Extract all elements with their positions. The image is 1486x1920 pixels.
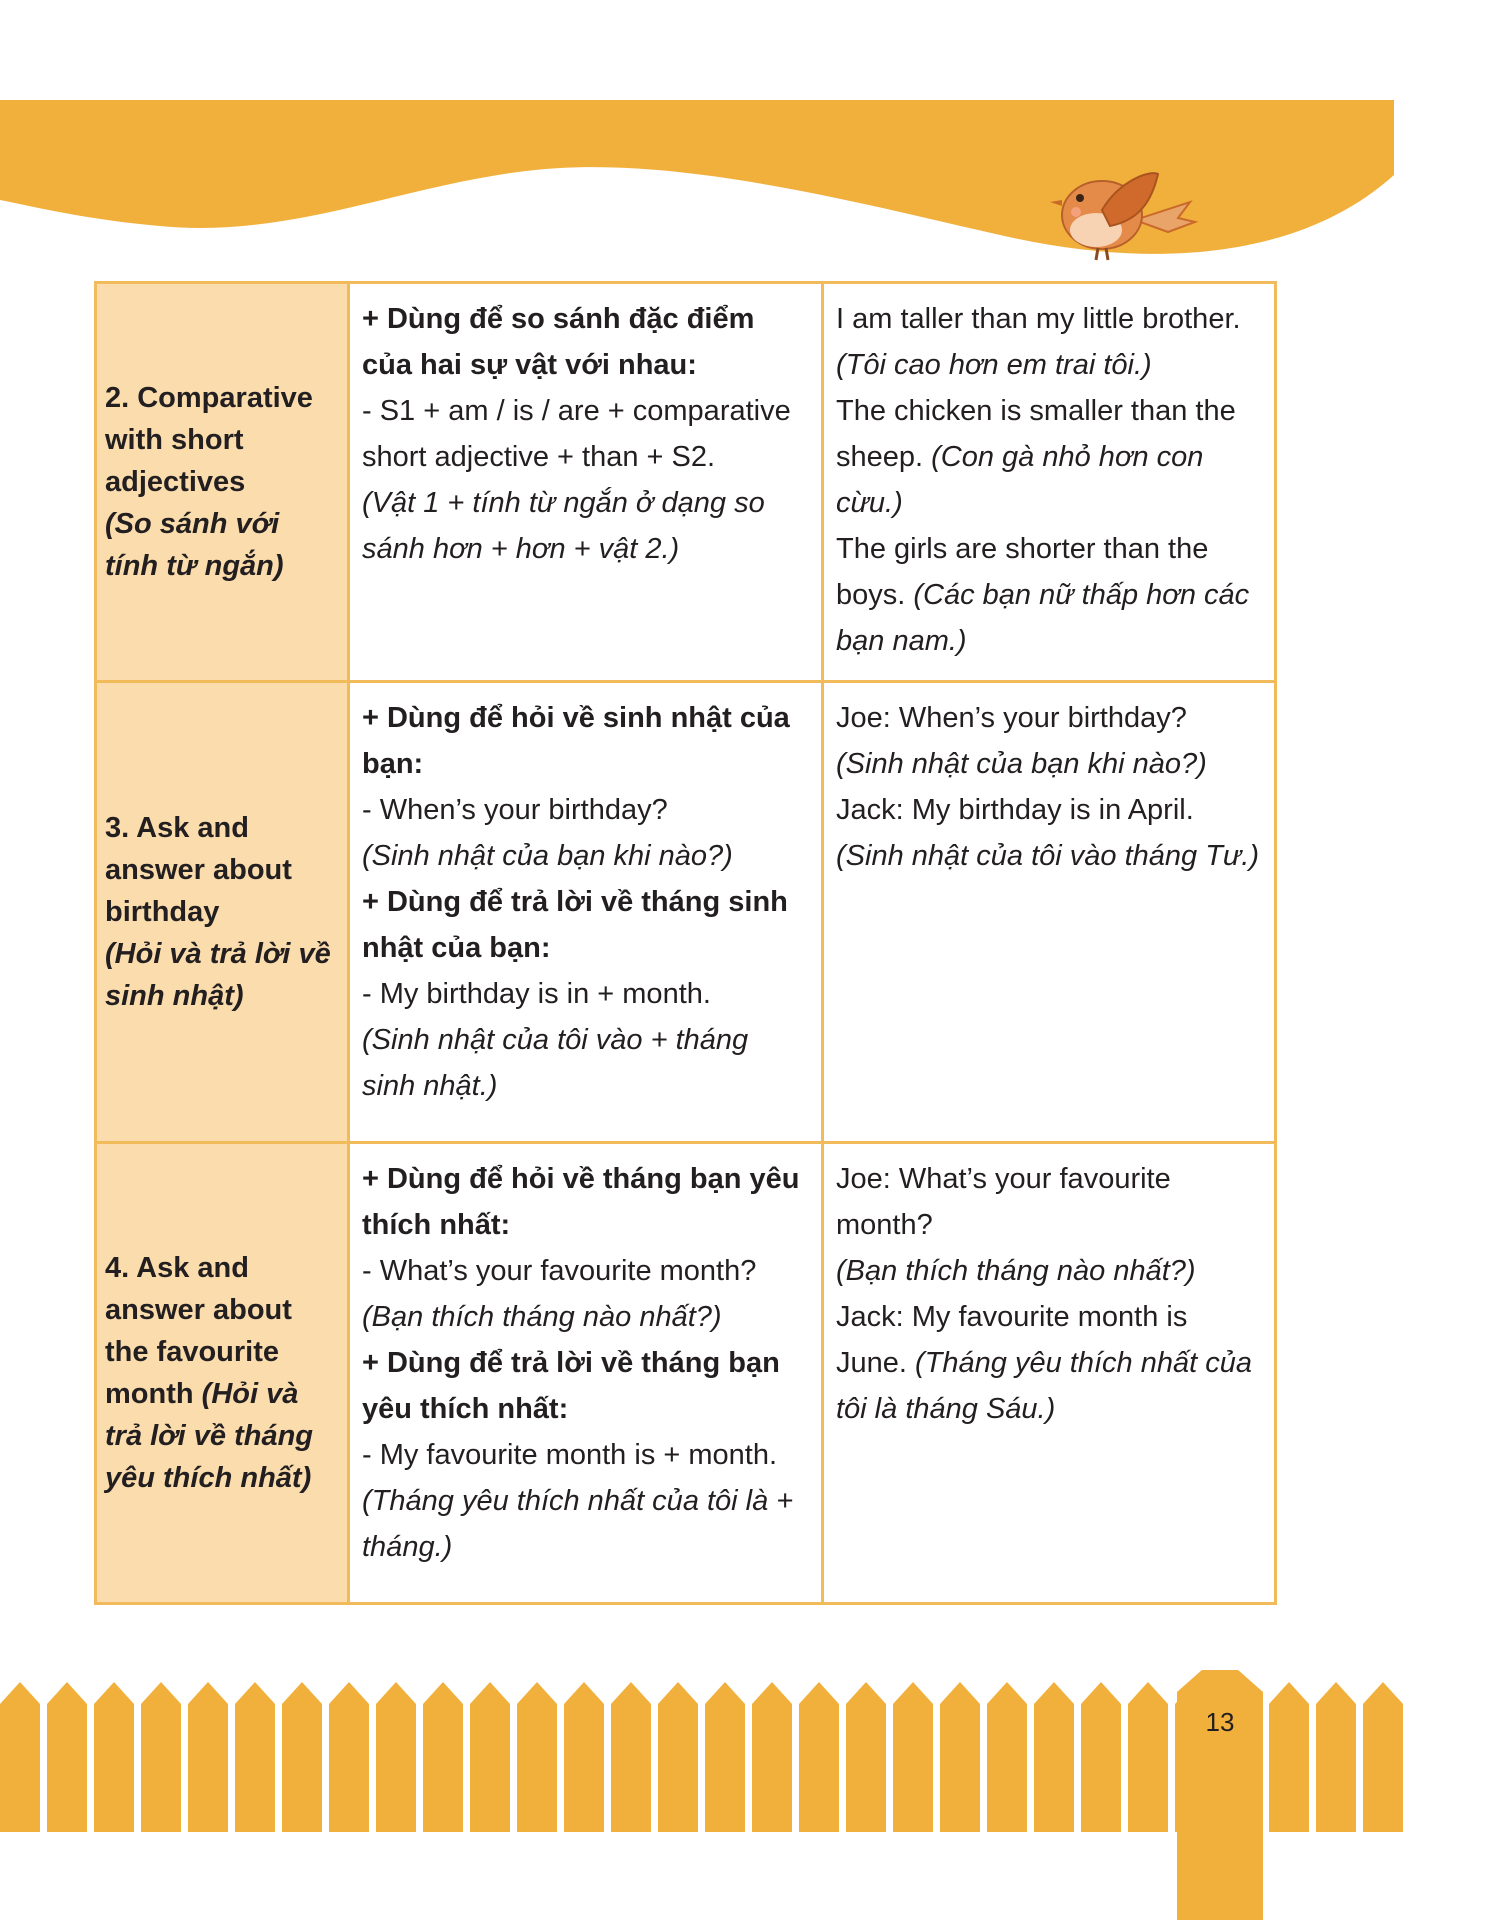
footer-fence	[0, 1670, 1486, 1920]
fence-picket	[1363, 1682, 1403, 1832]
fence-picket	[1034, 1682, 1074, 1832]
example	[836, 296, 1262, 388]
grammar-table	[94, 281, 1277, 1605]
topic-title: 4. Ask and answer about the favourite month	[105, 1252, 292, 1410]
topic-title: 2. Comparative with short adjectives	[105, 382, 313, 498]
fence-picket	[658, 1682, 698, 1832]
example-vi: (Tháng yêu thích nhất của tôi là tháng Sáu.)	[836, 1347, 1252, 1425]
usage-cell	[349, 1143, 823, 1604]
bird-icon	[1040, 160, 1200, 270]
usage-line: (Bạn thích tháng nào nhất?)	[362, 1301, 722, 1333]
example-vi: (Bạn thích tháng nào nhất?)	[836, 1255, 1196, 1287]
usage-line: (Tháng yêu thích nhất của tôi là + tháng.)	[362, 1485, 794, 1563]
example-en: The chicken is smaller than the sheep.	[836, 395, 1236, 473]
example-vi: (Con gà nhỏ hơn con cừu.)	[836, 441, 1204, 519]
topic-cell	[96, 283, 349, 682]
fence-picket	[940, 1682, 980, 1832]
fence-picket	[517, 1682, 557, 1832]
fence-picket	[141, 1682, 181, 1832]
usage-line: (Sinh nhật của bạn khi nào?)	[362, 840, 733, 872]
example-en: The girls are shorter than the boys.	[836, 533, 1209, 611]
table-row	[96, 1143, 1276, 1604]
example-vi: (Các bạn nữ thấp hơn các bạn nam.)	[836, 579, 1250, 657]
fence-picket	[752, 1682, 792, 1832]
fence-picket	[470, 1682, 510, 1832]
fence-picket	[1128, 1682, 1168, 1832]
topic-translation: (Hỏi và trả lời về sinh nhật)	[105, 938, 331, 1012]
topic-translation: (So sánh với tính từ ngắn)	[105, 508, 284, 582]
usage-line: - My birthday is in + month.	[362, 978, 711, 1010]
topic-translation: (Hỏi và trả lời về tháng yêu thích nhất)	[105, 1378, 314, 1494]
bird-cheek	[1071, 207, 1081, 217]
fence-picket	[1269, 1682, 1309, 1832]
examples-cell	[823, 1143, 1276, 1604]
examples-cell	[823, 283, 1276, 682]
example-en: Jack: My favourite month is June.	[836, 1301, 1188, 1379]
usage-cell	[349, 682, 823, 1143]
fence-picket	[799, 1682, 839, 1832]
fence-picket	[846, 1682, 886, 1832]
fence-picket	[282, 1682, 322, 1832]
fence-picket	[611, 1682, 651, 1832]
example-vi: (Sinh nhật của tôi vào tháng Tư.)	[836, 840, 1260, 872]
topic-title: 3. Ask and answer about birthday	[105, 812, 292, 928]
fence-picket	[1316, 1682, 1356, 1832]
header-wave-banner	[0, 100, 1486, 270]
fence-picket	[893, 1682, 933, 1832]
table-row	[96, 682, 1276, 1143]
fence-picket	[47, 1682, 87, 1832]
fence-picket	[329, 1682, 369, 1832]
fence-picket	[188, 1682, 228, 1832]
fence-picket	[987, 1682, 1027, 1832]
page-number: 13	[1205, 1707, 1235, 1737]
topic-cell	[96, 1143, 349, 1604]
fence-picket	[705, 1682, 745, 1832]
topic-cell	[96, 682, 349, 1143]
fence-picket	[376, 1682, 416, 1832]
example	[836, 1294, 1262, 1432]
usage-line: (Vật 1 + tính từ ngắn ở dạng so sánh hơn + hơn + vật 2.)	[362, 487, 765, 565]
example-en: I am taller than my little brother.	[836, 303, 1241, 335]
examples-cell	[823, 682, 1276, 1143]
usage-line: + Dùng để hỏi về sinh nhật của bạn:	[362, 702, 790, 780]
usage-cell	[349, 283, 823, 682]
example	[836, 388, 1262, 526]
bird-beak	[1050, 200, 1062, 206]
example-en: Joe: What’s your favourite month?	[836, 1163, 1171, 1241]
usage-line: - S1 + am / is / are + comparative short adjective + than + S2.	[362, 395, 791, 473]
example-vi: (Tôi cao hơn em trai tôi.)	[836, 349, 1152, 381]
fence-picket	[0, 1682, 40, 1832]
usage-line: + Dùng để so sánh đặc điểm của hai sự vật với nhau:	[362, 303, 755, 381]
fence-picket	[564, 1682, 604, 1832]
usage-line: + Dùng để trả lời về tháng sinh nhật của bạn:	[362, 886, 788, 964]
fence-picket	[423, 1682, 463, 1832]
example-vi: (Sinh nhật của bạn khi nào?)	[836, 748, 1207, 780]
example-en: Jack: My birthday is in April.	[836, 794, 1194, 826]
bird-eye	[1076, 194, 1084, 202]
fence-picket	[235, 1682, 275, 1832]
usage-line: (Sinh nhật của tôi vào + tháng sinh nhật.)	[362, 1024, 749, 1102]
table-row	[96, 283, 1276, 682]
usage-line: - My favourite month is + month.	[362, 1439, 778, 1471]
example	[836, 526, 1262, 664]
usage-line: + Dùng để hỏi về tháng bạn yêu thích nhất:	[362, 1163, 800, 1241]
fence-picket	[1081, 1682, 1121, 1832]
usage-line: - What’s your favourite month?	[362, 1255, 757, 1287]
fence-picket	[94, 1682, 134, 1832]
usage-line: + Dùng để trả lời về tháng bạn yêu thích nhất:	[362, 1347, 780, 1425]
example-en: Joe: When’s your birthday?	[836, 702, 1187, 734]
usage-line: - When’s your birthday?	[362, 794, 668, 826]
